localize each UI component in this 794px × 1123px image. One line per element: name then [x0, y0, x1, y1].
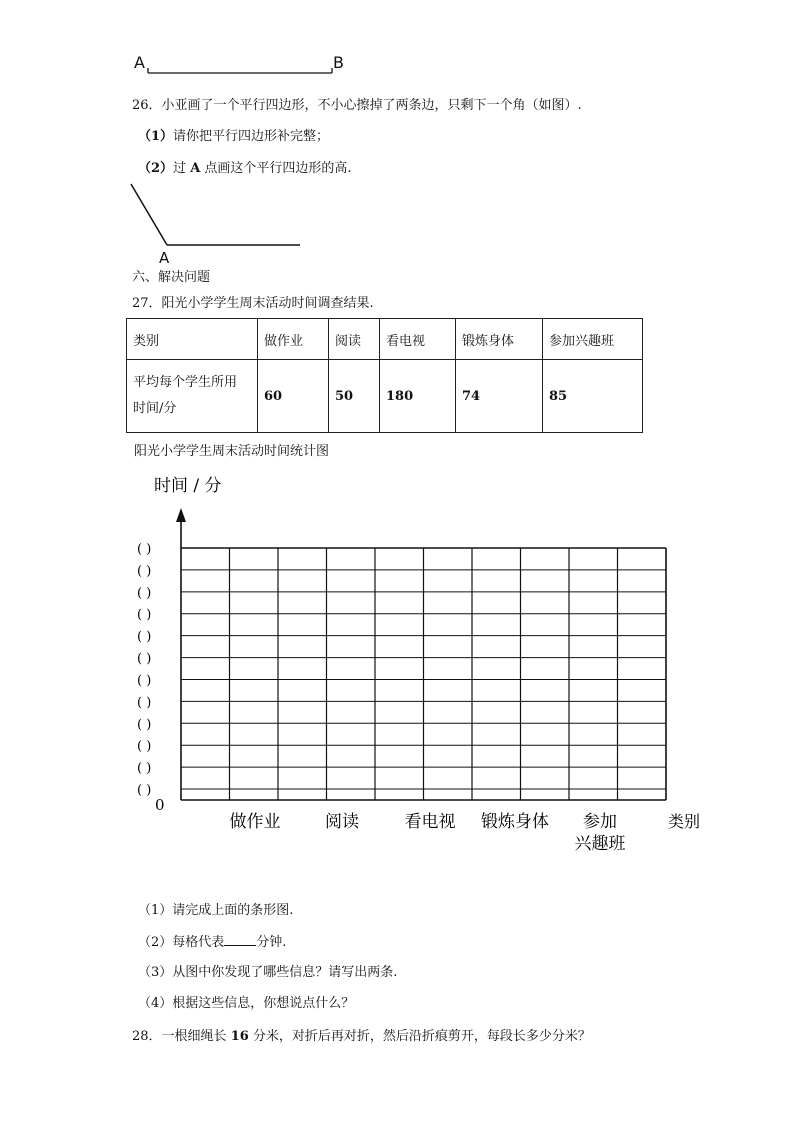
table-cell: 74	[456, 360, 543, 433]
q26-part2-point: A	[190, 161, 201, 176]
chart-y-axis-arrow	[176, 508, 186, 522]
x-tick-label: 看电视	[404, 812, 456, 832]
y-tick-placeholder[interactable]: ( )	[137, 673, 152, 689]
q26-part2	[138, 160, 352, 178]
y-tick-placeholder[interactable]: ( )	[137, 563, 152, 579]
q28-text-pre: 28．一根细绳长	[132, 1029, 231, 1044]
q27-title: 27．阳光小学学生周末活动时间调查结果.	[132, 296, 374, 311]
table-cell: 50	[329, 360, 380, 433]
table-header-row	[127, 319, 643, 360]
table-cell: 60	[258, 360, 329, 433]
y-tick-placeholder[interactable]: ( )	[137, 695, 152, 711]
y-tick-placeholder[interactable]: ( )	[137, 651, 152, 667]
chart-x-ticks	[230, 812, 626, 854]
q26-part2-text-pre: 过	[173, 161, 191, 176]
table-header-cell: 锻炼身体	[456, 319, 543, 360]
angle-label-a: A	[159, 249, 170, 267]
q26-part1-text: 请你把平行四边形补完整；	[173, 129, 330, 144]
q26-title: 26．小亚画了一个平行四边形，不小心擦掉了两条边，只剩下一个角（如图）.	[132, 98, 582, 113]
q26-part2-number: （2）	[138, 161, 174, 176]
q27-part1: （1）请完成上面的条形图.	[138, 903, 294, 918]
q28-length: 16	[230, 1029, 249, 1044]
table-row-label-line1: 平均每个学生所用	[133, 375, 238, 390]
y-tick-placeholder[interactable]: ( )	[137, 629, 152, 645]
q27-part2-text-post: 分钟.	[256, 935, 287, 950]
table-cell: 180	[380, 360, 456, 433]
chart-grid	[181, 548, 666, 800]
segment-label-a: A	[134, 53, 145, 72]
y-tick-placeholder[interactable]: ( )	[137, 585, 152, 601]
q27-part2-text-pre: （2）每格代表	[138, 935, 225, 950]
y-tick-placeholder[interactable]: ( )	[137, 607, 152, 623]
q28-title	[132, 1028, 591, 1046]
x-tick-label: 锻炼身体	[481, 812, 549, 832]
q27-part4: （4）根据这些信息，你想说点什么？	[138, 996, 355, 1011]
y-tick-placeholder[interactable]: ( )	[137, 717, 152, 733]
angle-figure	[125, 180, 305, 252]
chart-x-axis-label: 类别	[668, 812, 701, 831]
q28-text-post: 分米，对折后再对折，然后沿折痕剪开，每段长多少分米？	[248, 1029, 591, 1044]
y-tick-placeholder[interactable]: ( )	[137, 761, 152, 777]
segment-ab	[140, 60, 340, 80]
q26-part1-number: （1）	[138, 129, 174, 144]
chart-y-axis-label: 时间 / 分	[154, 476, 222, 496]
table-header-cell: 做作业	[258, 319, 329, 360]
x-tick-label: 参加兴趣班	[574, 812, 626, 854]
y-tick-placeholder[interactable]: ( )	[137, 542, 152, 557]
q27-part2	[138, 933, 286, 952]
table-header-cell: 阅读	[329, 319, 380, 360]
q27-part3: （3）从图中你发现了哪些信息？请写出两条.	[138, 965, 398, 980]
table-row-label-line2: 时间/分	[133, 401, 177, 416]
table-row-label	[127, 360, 258, 433]
chart-caption: 阳光小学学生周末活动时间统计图	[134, 444, 330, 459]
table-row	[127, 360, 643, 433]
chart-y-ticks	[137, 542, 151, 798]
q26-part1	[138, 128, 329, 146]
table-header-cell: 类别	[127, 319, 258, 360]
bar-chart	[120, 470, 720, 860]
section-6-title: 六、解决问题	[132, 270, 211, 285]
table-cell: 85	[543, 360, 643, 433]
y-tick-placeholder[interactable]: ( )	[137, 783, 152, 799]
x-tick-label: 阅读	[325, 812, 359, 832]
activity-time-table	[126, 318, 643, 433]
table-header-cell: 看电视	[380, 319, 456, 360]
segment-label-b: B	[333, 53, 344, 72]
answer-blank[interactable]	[224, 933, 256, 946]
y-tick-placeholder[interactable]: ( )	[137, 739, 152, 755]
table-header-cell: 参加兴趣班	[543, 319, 643, 360]
x-tick-label: 做作业	[229, 812, 281, 832]
chart-origin-label: 0	[155, 796, 165, 814]
q26-part2-text-post: 点画这个平行四边形的高.	[200, 161, 352, 176]
